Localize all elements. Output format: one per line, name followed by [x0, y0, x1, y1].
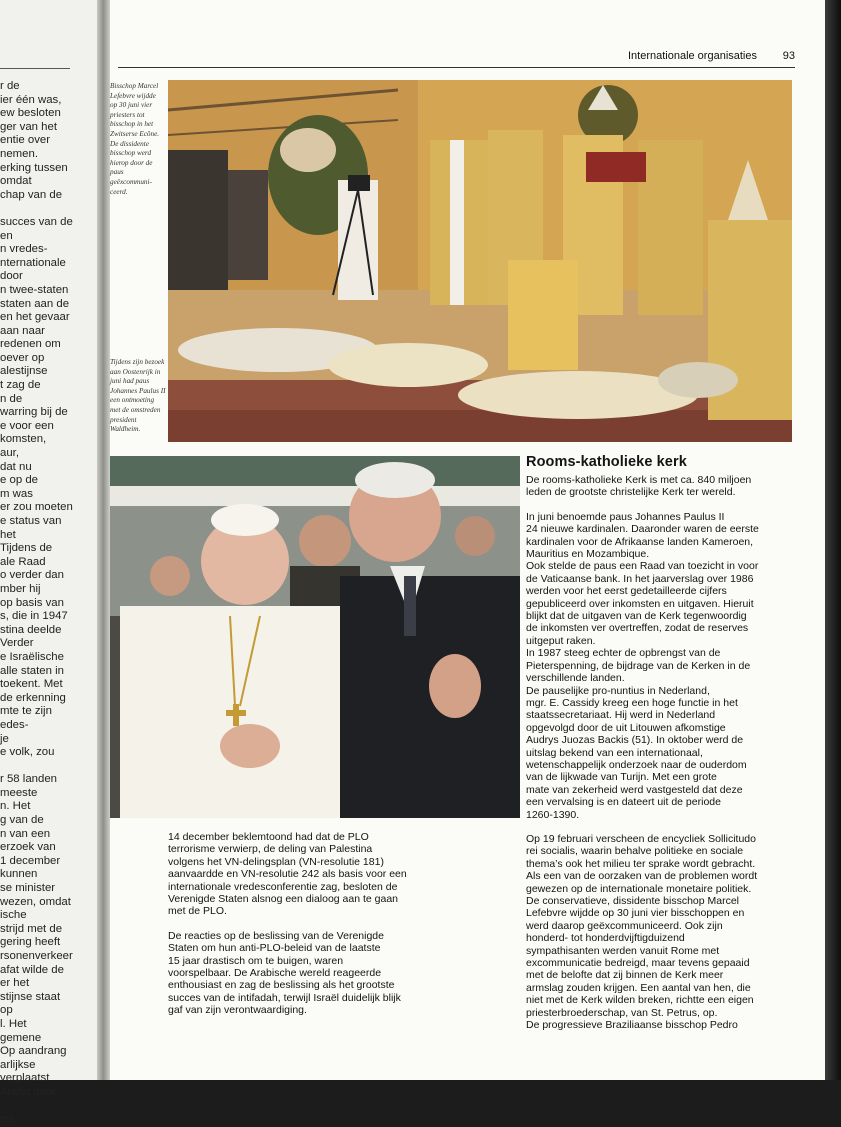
facing-page-line: afat wilde de — [0, 963, 64, 976]
plo-paragraph — [168, 831, 468, 918]
facing-page-line: Arafat daar — [0, 1085, 57, 1098]
facing-page-line: ew besloten — [0, 107, 61, 120]
text-line: priesterbroederschap, van St. Petrus, op. — [526, 1006, 718, 1019]
facing-page-line: n. Het — [0, 800, 31, 813]
text-line: wetenschappelijk onderzoek naar de ouderdom — [526, 758, 747, 771]
text-line: blijkt dat de uitgaven van de Kerk tegenwoordig — [526, 610, 747, 623]
text-line: 15 jaar drastisch om te buigen, waren — [168, 954, 344, 967]
caption-line: priesters tot — [110, 110, 145, 119]
facing-page-line: e voor een — [0, 419, 54, 432]
facing-page-line: er zou moeten — [0, 501, 73, 514]
text-line: Ook stelde de paus een Raad van toezicht in voor — [526, 560, 759, 573]
facing-page-line: arlijkse — [0, 1058, 36, 1071]
facing-page-line: staten aan de — [0, 297, 70, 310]
plo-paragraph — [168, 930, 468, 1017]
facing-page-line: alestijnse — [0, 365, 48, 378]
running-header — [110, 46, 795, 66]
facing-page-line: meeste — [0, 786, 38, 799]
facing-page-line: gemene — [0, 1031, 42, 1044]
text-line: internationale vredesconferentie zag, besloten de — [168, 880, 398, 893]
caption-line: met de omstreden — [110, 405, 161, 414]
text-line: uitgeput raken. — [526, 634, 596, 647]
caption-line: Tijdens zijn bezoek — [110, 358, 165, 366]
caption-line: aan Oostenrijk in — [110, 367, 161, 376]
text-line: gewezen op de internationale monetaire politiek. — [526, 882, 752, 895]
caption-line: op 30 juni vier — [110, 101, 153, 110]
caption-line: Bisschop Marcel — [110, 82, 159, 90]
text-line: 14 december beklemtoond had dat de PLO — [168, 831, 369, 843]
header-rule — [118, 67, 795, 68]
facing-page-line: o verder dan — [0, 569, 64, 582]
facing-page-line: toekent. Met — [0, 678, 63, 691]
facing-page-line: alle staten in — [0, 664, 64, 677]
facing-page-line: aur, — [0, 447, 19, 460]
facing-page-line: de erkenning — [0, 691, 66, 704]
text-line: Mauritius en Mozambique. — [526, 548, 650, 561]
facing-page-line: n van een — [0, 827, 51, 840]
facing-page-line: Tijdens de — [0, 542, 53, 555]
facing-page-line: l. Het — [0, 1017, 27, 1030]
text-line: Op 19 februari verscheen de encycliek Sollicitudo — [526, 832, 756, 845]
facing-page-line: entie over — [0, 134, 51, 147]
facing-page-line: 1 december — [0, 854, 61, 867]
facing-page-line: ger van het — [0, 120, 57, 133]
text-line: In 1987 steeg echter de opbrengst van de — [526, 647, 721, 660]
text-line: voorspelbaar. De Arabische wereld reageerde — [168, 967, 382, 980]
text-line: De reacties op de beslissing van de Verenigde — [168, 929, 384, 942]
facing-page-line: dat nu — [0, 460, 32, 473]
facing-page-line: Op aandrang — [0, 1045, 67, 1058]
caption-lefebvre — [110, 82, 166, 197]
text-line: verschillende landen. — [526, 672, 625, 685]
facing-page-line: op — [0, 1113, 13, 1126]
facing-page-line: op basis van — [0, 596, 64, 609]
facing-page-line: stijnse staat — [0, 990, 61, 1003]
facing-page-line: r de — [0, 80, 20, 92]
caption-line: Lefebvre wijdde — [110, 91, 156, 100]
caption-line: Zwitserse Ecône. — [110, 129, 160, 138]
facing-page-line: stina deelde — [0, 623, 62, 636]
facing-page-line: s, die in 1947 — [0, 610, 68, 623]
caption-line: geëxcommuni- — [110, 177, 152, 186]
article-paragraph — [526, 833, 800, 1032]
facing-page-line: nternationale — [0, 256, 66, 269]
facing-page-line: oever op — [0, 351, 45, 364]
text-line: gaf van zijn verontwaardiging. — [168, 1004, 307, 1017]
text-line: Lefebvre wijdde op 30 juni vier bisschoppen en — [526, 907, 745, 920]
facing-page-line: aan naar — [0, 324, 45, 337]
facing-page-line: er het — [0, 977, 30, 990]
text-line: Audrys Juozas Backis (51). In oktober werd de — [526, 734, 744, 747]
consecration-photo — [168, 80, 792, 442]
facing-page-line: gering heeft — [0, 936, 61, 949]
text-line: sympathisanten werden vanuit Rome met — [526, 944, 720, 957]
text-line: met de belofte dat zij binnen de Kerk meer — [526, 969, 724, 982]
text-line: werd daarop geëxcommuniceerd. Ook zijn — [526, 919, 723, 932]
facing-page-line: je — [0, 732, 9, 745]
facing-page-line: n de — [0, 392, 23, 405]
facing-page-line: warring bij de — [0, 406, 68, 419]
facing-page-line: kunnen — [0, 868, 38, 881]
text-line: rei socialis, waarin behalve politieke en sociale — [526, 845, 744, 858]
facing-page-line: mber hij — [0, 582, 41, 595]
caption-line: president — [110, 415, 137, 424]
text-line: werden voor het eerst gedetailleerde cijfers — [526, 585, 727, 598]
caption-line: ceerd. — [110, 187, 128, 196]
text-line: volgens het VN-delingsplan (VN-resolutie 181) — [168, 855, 384, 868]
text-line: gepubliceerd over inkomsten en uitgaven. Hieruit — [526, 597, 754, 610]
facing-page-line: erking tussen — [0, 161, 68, 174]
text-line: van de lijkwade van Turijn. Met een grote — [526, 771, 717, 784]
facing-page-line: wezen, omdat — [0, 895, 71, 908]
text-line: kardinalen voor de Afrikaanse landen Kameroen, — [526, 535, 754, 548]
facing-page — [0, 0, 102, 1126]
caption-line: Waldheim. — [110, 425, 141, 434]
caption-waldheim — [110, 358, 166, 435]
facing-page-line: g van de — [0, 814, 44, 827]
facing-page-line: Verder — [0, 637, 34, 650]
book-spine — [97, 0, 111, 1080]
text-line: In juni benoemde paus Johannes Paulus II — [526, 510, 725, 523]
text-line: 24 nieuwe kardinalen. Daaronder waren de eerste — [526, 523, 759, 536]
facing-page-line: rsonenverkeer — [0, 950, 73, 962]
facing-page-line: e op de — [0, 474, 39, 487]
page-edge-shadow — [825, 0, 841, 1080]
text-line: leden de grootste christelijke Kerk ter wereld. — [526, 486, 736, 499]
article-rooms-katholieke-kerk — [526, 452, 800, 1031]
caption-line: juni had paus — [110, 377, 150, 386]
text-line: Staten om hun anti-PLO-beleid van de laatste — [168, 942, 381, 955]
facing-page-line: ische — [0, 909, 27, 922]
article-title: Rooms-katholieke kerk — [526, 454, 687, 470]
text-line: niet met de Kerk wilden breken, richtte een eigen — [526, 994, 754, 1007]
text-line: thema’s ook het milieu ter sprake wordt gebracht. — [526, 857, 756, 870]
text-line: Pieterspenning, de bijdrage van de Kerken in de — [526, 659, 751, 672]
facing-page-line — [0, 1100, 102, 1114]
facing-page-line: e status van — [0, 515, 62, 527]
facing-page-line: redenen om — [0, 338, 61, 351]
text-line: terrorisme verwierp, de deling van Palestina — [168, 843, 373, 856]
text-line: Als een van de oorzaken van de problemen wordt — [526, 870, 758, 883]
text-line: De rooms-katholieke Kerk is met ca. 840 miljoen — [526, 474, 752, 486]
text-line: succes van de intifadah, terwijl Israël duidelijk blijk — [168, 991, 401, 1004]
facing-page-line: e Israëlische — [0, 650, 64, 663]
caption-line: paus — [110, 168, 124, 177]
facing-page-line: nemen. — [0, 147, 38, 160]
text-line: De conservatieve, dissidente bisschop Marcel — [526, 895, 740, 907]
facing-page-line: e volk, zou — [0, 746, 55, 759]
text-line: mgr. E. Cassidy kreeg een hoge functie in het — [526, 696, 738, 709]
caption-line: een ontmoeting — [110, 396, 155, 405]
facing-page-line: edes- — [0, 718, 29, 731]
facing-page-line: ier één was, — [0, 93, 62, 106]
facing-page-line: chap van de — [0, 188, 63, 201]
article-body — [526, 474, 800, 1031]
caption-line: bisschop werd — [110, 149, 152, 158]
facing-page-line: verplaatst — [0, 1072, 50, 1085]
facing-page-line: en — [0, 229, 13, 242]
facing-page-line: succes van de — [0, 215, 73, 228]
text-line: de inkomsten ver overtreffen, zodat de reserves — [526, 622, 749, 635]
facing-page-line: mte te zijn — [0, 705, 52, 718]
facing-page-line: m was — [0, 487, 33, 500]
text-line: mate van zekerheid werd vastgesteld dat deze — [526, 783, 743, 796]
facing-page-line: het — [0, 528, 16, 541]
plo-column — [168, 831, 468, 1017]
text-line: armslag zouden krijgen. Een aantal van hen, die — [526, 981, 751, 994]
text-line: 1260-1390. — [526, 808, 580, 821]
caption-line: bisschop in het — [110, 120, 154, 129]
facing-page-line: omdat — [0, 175, 32, 188]
facing-page-line — [0, 202, 102, 216]
text-line: met de PLO. — [168, 905, 227, 918]
facing-page-line: erzoek van — [0, 841, 56, 854]
facing-page-line: komsten, — [0, 433, 47, 446]
page-number: 93 — [782, 50, 795, 62]
facing-page-line — [0, 760, 102, 774]
section-title: Internationale organisaties — [627, 50, 757, 62]
facing-page-line: op — [0, 1004, 13, 1017]
facing-page-line: ale Raad — [0, 555, 46, 568]
text-line: opgevolgd door de uit Litouwen afkomstige — [526, 721, 726, 734]
pope-waldheim-photo — [110, 456, 520, 818]
caption-line: hierop door de — [110, 158, 153, 167]
facing-page-line: t zag de — [0, 379, 41, 392]
facing-page-line: n vredes- — [0, 243, 48, 256]
text-line: een vervalsing is en dateert uit de periode — [526, 796, 721, 809]
facing-page-line: r 58 landen — [0, 773, 57, 786]
facing-page-line: n twee-staten — [0, 283, 69, 296]
text-line: de Vaticaanse bank. In het jaarverslag over 1986 — [526, 572, 754, 585]
text-line: staatssecretariaat. Hij werd in Nederland — [526, 709, 716, 722]
text-line: uitslag bekend van een internationaal, — [526, 746, 703, 759]
page-93 — [110, 0, 825, 1080]
caption-line: Johannes Paulus II — [110, 386, 166, 395]
facing-page-line: strijd met de — [0, 922, 63, 935]
text-line: enthousiast en zag de beslissing als het grootste — [168, 979, 395, 992]
article-paragraph — [526, 474, 800, 499]
facing-page-line: en het gevaar — [0, 311, 70, 324]
facing-page-line: door — [0, 270, 23, 283]
text-line: De progressieve Braziliaanse bisschop Pedro — [526, 1019, 738, 1032]
text-line: Verenigde Staten alsnog een dialoog aan te gaan — [168, 893, 399, 906]
facing-page-text — [0, 80, 102, 1127]
caption-line: De dissidente — [110, 139, 149, 148]
text-line: excommunicatie bedreigd, maar tevens gepaaid — [526, 957, 750, 970]
article-paragraph — [526, 511, 800, 821]
text-line: De pauselijke pro-nuntius in Nederland, — [526, 684, 710, 697]
text-line: honderd- tot honderdvijftigduizend — [526, 932, 685, 945]
text-line: aanvaardde en VN-resolutie 242 als basis voor een — [168, 868, 407, 881]
facing-page-rule — [0, 68, 70, 69]
facing-page-line: se minister — [0, 882, 56, 895]
